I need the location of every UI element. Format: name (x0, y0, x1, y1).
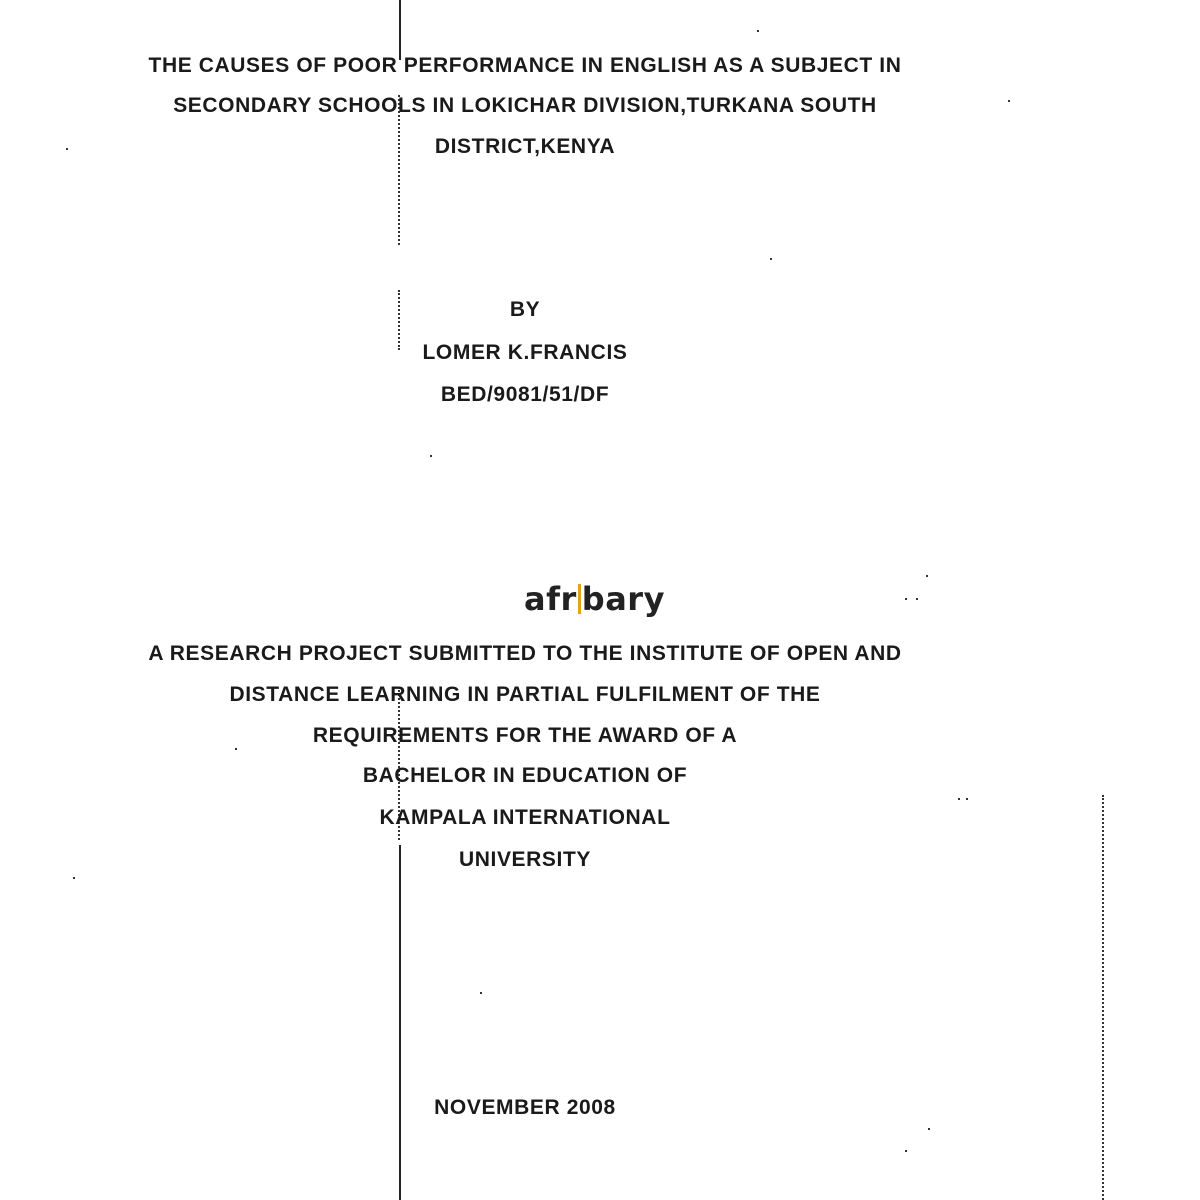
scan-speck (916, 598, 918, 600)
title-line: DISTRICT,KENYA (434, 135, 616, 158)
title-line: SECONDARY SCHOOLS IN LOKICHAR DIVISION,TURKANA SOUTH (173, 94, 877, 117)
submission-line: A RESEARCH PROJECT SUBMITTED TO THE INSTITUTE OF OPEN AND (148, 642, 902, 665)
registration-number: BED/9081/51/DF (440, 383, 610, 406)
scan-line (399, 0, 401, 60)
scan-speck (757, 30, 759, 32)
scan-speck (926, 575, 928, 577)
scan-speck (966, 798, 968, 800)
submission-line: REQUIREMENTS FOR THE AWARD OF A (312, 724, 738, 747)
title-line: THE CAUSES OF POOR PERFORMANCE IN ENGLISH AS A SUBJECT IN (148, 54, 902, 77)
submission-line: UNIVERSITY (458, 848, 592, 871)
scan-speck (958, 798, 960, 800)
scan-speck (905, 1150, 907, 1152)
scan-speck (235, 748, 237, 750)
author-name: LOMER K.FRANCIS (422, 341, 628, 364)
watermark-accent-bar (578, 584, 581, 614)
watermark-text-end: bary (581, 580, 665, 618)
scan-speck (480, 992, 482, 994)
scan-speck (905, 598, 907, 600)
scan-speck (770, 258, 772, 260)
by-label: BY (509, 298, 541, 321)
submission-date: NOVEMBER 2008 (434, 1096, 616, 1119)
afribary-watermark-logo (524, 580, 665, 618)
submission-line: KAMPALA INTERNATIONAL (379, 806, 671, 829)
scan-speck (928, 1128, 930, 1130)
submission-line: DISTANCE LEARNING IN PARTIAL FULFILMENT OF THE (229, 683, 821, 706)
submission-line: BACHELOR IN EDUCATION OF (362, 764, 688, 787)
scan-speck (73, 877, 75, 879)
scan-line (1102, 795, 1106, 1200)
scan-line (399, 845, 401, 1200)
watermark-text-start: afr (524, 580, 577, 618)
scan-speck (430, 455, 432, 457)
